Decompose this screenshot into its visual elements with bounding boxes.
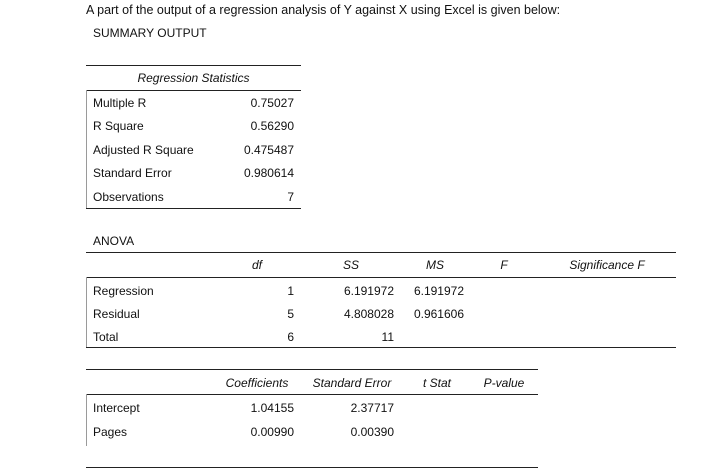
anova-header-ms: MS [426, 258, 444, 272]
coef-header-t-stat: t Stat [422, 376, 451, 390]
table-left-border [86, 90, 87, 209]
coef-row-label: Intercept [93, 401, 140, 415]
anova-df: 6 [287, 330, 294, 344]
coef-header-p-value: P-value [483, 376, 525, 390]
stat-value: 0.56290 [250, 119, 294, 133]
anova-ss: 11 [381, 330, 394, 344]
coef-bottom-rule [86, 467, 538, 468]
intro-text: A part of the output of a regression analysis of Y against X using Excel is given below: [86, 3, 561, 17]
anova-header-f: F [500, 258, 508, 272]
coef-header-standard-error: Standard Error [312, 376, 392, 390]
anova-header-rule [86, 277, 676, 278]
table-top-rule [86, 65, 301, 66]
anova-df: 5 [287, 307, 294, 321]
coef-top-rule [86, 369, 538, 370]
summary-title: SUMMARY OUTPUT [93, 26, 207, 40]
anova-row-label: Residual [93, 307, 140, 321]
stat-label: Standard Error [93, 166, 172, 180]
coef-row-label: Pages [93, 425, 128, 439]
anova-row-label: Regression [93, 284, 154, 298]
coef-standard-error: 0.00390 [350, 425, 394, 439]
anova-ms: 0.961606 [413, 307, 464, 321]
coef-header-rule [86, 394, 538, 395]
anova-title: ANOVA [93, 234, 135, 248]
anova-top-rule [86, 252, 676, 253]
anova-ss: 6.191972 [343, 284, 394, 298]
anova-row-label: Total [93, 330, 119, 344]
table-bottom-rule [86, 208, 301, 209]
header-rule [86, 90, 301, 91]
stat-value: 0.980614 [243, 166, 294, 180]
stat-label: Observations [93, 190, 164, 204]
anova-header-ss: SS [342, 258, 359, 272]
anova-df: 1 [287, 284, 294, 298]
anova-ss: 4.808028 [343, 307, 394, 321]
stat-label: R Square [93, 119, 144, 133]
regression-statistics-header: Regression Statistics [137, 71, 250, 85]
anova-header-significance-f: Significance F [569, 258, 645, 272]
stat-value: 0.75027 [250, 96, 294, 110]
anova-ms: 6.191972 [413, 284, 464, 298]
coef-header-coefficients: Coefficients [225, 376, 289, 390]
anova-left-border [86, 277, 87, 348]
stat-label: Adjusted R Square [93, 143, 194, 157]
coef-value: 0.00990 [250, 425, 294, 439]
coef-value: 1.04155 [250, 401, 294, 415]
coef-left-border [86, 394, 87, 446]
stat-value: 0.475487 [243, 143, 294, 157]
stat-value: 7 [287, 190, 294, 204]
anova-bottom-rule [86, 347, 676, 348]
anova-header-df: df [251, 258, 262, 272]
stat-label: Multiple R [93, 96, 147, 110]
coef-standard-error: 2.37717 [350, 401, 394, 415]
